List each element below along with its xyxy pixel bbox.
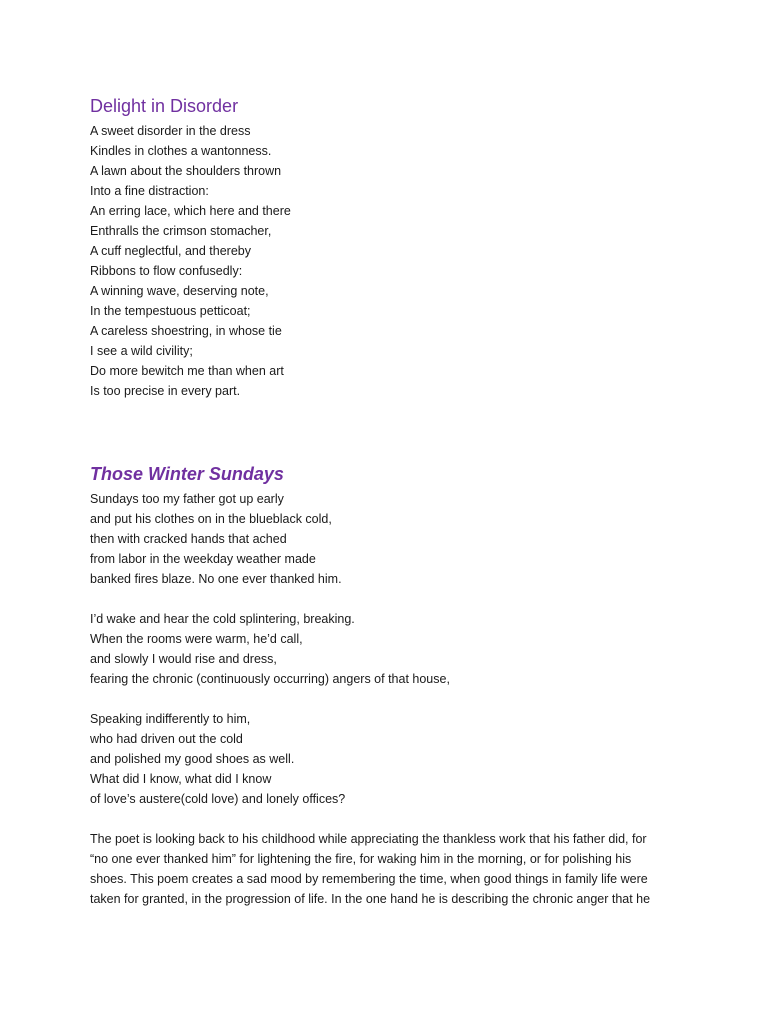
paragraph-line: taken for granted, in the progression of life. In the one hand he is describing the chronic anger that he [90, 892, 651, 906]
poem-stanza [90, 709, 345, 809]
poem-stanza [90, 121, 291, 401]
poem-line: A cuff neglectful, and thereby [90, 244, 251, 258]
poem-line: A careless shoestring, in whose tie [90, 324, 282, 338]
poem-line: A sweet disorder in the dress [90, 124, 251, 138]
poem-line: Speaking indifferently to him, [90, 712, 251, 726]
poem-title-delight-in-disorder: Delight in Disorder [90, 96, 239, 116]
poem-line: I see a wild civility; [90, 344, 193, 358]
poem-line: Kindles in clothes a wantonness. [90, 144, 272, 158]
poem-line: Enthralls the crimson stomacher, [90, 224, 272, 238]
poem-line: fearing the chronic (continuously occurring) angers of that house, [90, 672, 450, 686]
poem-line: and slowly I would rise and dress, [90, 652, 277, 666]
poem-line: Is too precise in every part. [90, 384, 241, 398]
poem-line: Do more bewitch me than when art [90, 364, 284, 378]
poem-title-those-winter-sundays: Those Winter Sundays [90, 464, 284, 484]
poem-line: who had driven out the cold [90, 732, 243, 746]
poem-line: In the tempestuous petticoat; [90, 304, 251, 318]
poem-line: What did I know, what did I know [90, 772, 272, 786]
poem-stanza [90, 609, 450, 689]
poem-line: and polished my good shoes as well. [90, 752, 295, 766]
poem-line: and put his clothes on in the blueblack cold, [90, 512, 332, 526]
poem-stanza [90, 489, 342, 589]
poem-line: An erring lace, which here and there [90, 204, 291, 218]
paragraph-line: shoes. This poem creates a sad mood by remembering the time, when good things in family life were [90, 872, 648, 886]
paragraph-line: The poet is looking back to his childhood while appreciating the thankless work that his father did, for [90, 832, 647, 846]
analysis-paragraph [90, 829, 670, 909]
poem-line: banked fires blaze. No one ever thanked him. [90, 572, 342, 586]
poem-line: of love’s austere(cold love) and lonely offices? [90, 792, 346, 806]
poem-line: I’d wake and hear the cold splintering, breaking. [90, 612, 355, 626]
poem-line: Ribbons to flow confusedly: [90, 264, 243, 278]
poem-line: Sundays too my father got up early [90, 492, 284, 506]
poem-line: A winning wave, deserving note, [90, 284, 269, 298]
poem-line: from labor in the weekday weather made [90, 552, 316, 566]
poem-line: A lawn about the shoulders thrown [90, 164, 282, 178]
poem-line: then with cracked hands that ached [90, 532, 287, 546]
paragraph-line: “no one ever thanked him” for lightening the fire, for waking him in the morning, or for polishing his [90, 852, 632, 866]
poem-line: When the rooms were warm, he’d call, [90, 632, 303, 646]
poem-line: Into a fine distraction: [90, 184, 209, 198]
